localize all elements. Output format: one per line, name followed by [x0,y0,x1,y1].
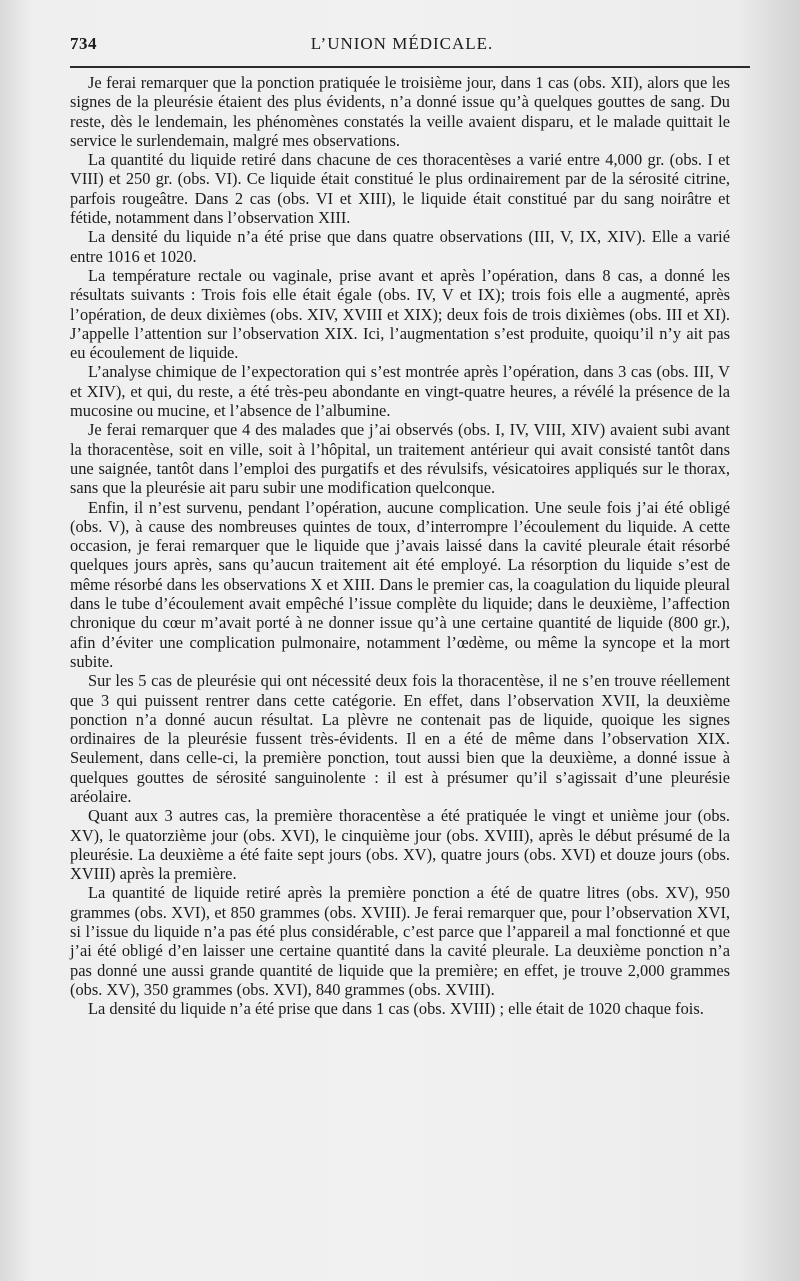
paragraph: La densité du liquide n’a été prise que dans quatre observations (III, V, IX, XIV). Elle a varié entre 1016 et 1020. [70,227,730,266]
journal-title: L’UNION MÉDICALE. [310,34,494,53]
page-number: 734 [70,34,97,53]
header-rule [70,66,750,68]
paragraph: Quant aux 3 autres cas, la première thoracentèse a été pratiquée le vingt et unième jour (obs. XV), le quatorzième jour (obs. XVI), le cinquième jour (obs. XVIII), après le début présumé de la pleurésie. La deuxième a été faite sept jours (obs. XV), quatre jours (obs. XVI) et douze jours (obs. XVIII) après la première. [70,806,730,884]
paragraph: Je ferai remarquer que 4 des malades que j’ai observés (obs. I, IV, VIII, XIV) avaient subi avant la thoracentèse, soit en ville, soit à l’hôpital, un traitement antérieur qui avait consisté tantôt dans une saignée, tantôt dans l’emploi des purgatifs et des révulsifs, vésicatoires appliqués sur le thorax, sans que la pleurésie ait paru subir une modification quelconque. [70,420,730,498]
paragraph: La quantité de liquide retiré après la première ponction a été de quatre litres (obs. XV), 950 grammes (obs. XVI), et 850 grammes (obs. XVIII). Je ferai remarquer que, pour l’observation XVI, si l’issue du liquide n’a pas été plus considérable, c’est parce que l’appareil a mal fonctionné et que j’ai été obligé d’en laisser une certaine quantité dans la cavité pleurale. La deuxième ponction n’a pas donné une aussi grande quantité de liquide que la première; en effet, je trouve 2,000 grammes (obs. XV), 350 grammes (obs. XVI), 840 grammes (obs. XVIII). [70,883,730,999]
paragraph: La température rectale ou vaginale, prise avant et après l’opération, dans 8 cas, a donné les résultats suivants : Trois fois elle était égale (obs. IV, V et IX); trois fois elle a augmenté, après l’opération, de deux dixièmes (obs. XIV, XVIII et XIX); deux fois de trois dixièmes (obs. III et XI). J’appelle l’attention sur l’observation XIX. Ici, l’augmentation s’est produite, quoiqu’il n’y ait pas eu écoulement de liquide. [70,265,730,363]
paragraph: La densité du liquide n’a été prise que dans 1 cas (obs. XVIII) ; elle était de 1020 chaque fois. [88,999,704,1019]
paragraph: Enfin, il n’est survenu, pendant l’opération, aucune complication. Une seule fois j’ai été obligé (obs. V), à cause des nombreuses quintes de toux, d’interrompre l’écoulement du liquide. A cette occasion, je ferai remarquer que le liquide que j’avais laissé dans la cavité pleurale était résorbé quelques jours après, sans qu’aucun traitement ait été employé. La résorption du liquide s’est de même résorbé dans les observations X et XIII. Dans le premier cas, la coagulation du liquide pleural dans le tube d’écoulement avait empêché l’issue complète du liquide; dans le deuxième, l’affection chronique du cœur m’avait porté à ne donner issue qu’à une certaine quantité de liquide (800 gr.), afin d’éviter une complication pulmonaire, notamment l’œdème, ou même la syncope et la mort subite. [70,497,730,671]
paragraph: La quantité du liquide retiré dans chacune de ces thoracentèses a varié entre 4,000 gr. (obs. I et VIII) et 250 gr. (obs. VI). Ce liquide était constitué le plus ordinairement par de la sérosité citrine, parfois rougeâtre. Dans 2 cas (obs. VI et XIII), le liquide était constitué par du sang noirâtre et fétide, notamment dans l’observation XIII. [70,150,730,228]
paragraph: Je ferai remarquer que la ponction pratiquée le troisième jour, dans 1 cas (obs. XII), alors que les signes de la pleurésie étaient des plus évidents, n’a donné issue qu’à quelques gouttes de sang. Du reste, dès le lendemain, les phénomènes constatés la veille avaient disparu, et le malade quittait le service le surlendemain, malgré mes observations. [70,73,730,150]
running-head [70,30,734,60]
body-text [70,73,730,1019]
paragraph: Sur les 5 cas de pleurésie qui ont nécessité deux fois la thoracentèse, il ne s’en trouve réellement que 3 qui puissent rentrer dans cette catégorie. En effet, dans l’observation XVII, la deuxième ponction n’a donné aucun résultat. La plèvre ne contenait pas de liquide, quoique les signes ordinaires de la pleurésie fussent très-évidents. Il en a été de même dans l’observation XIX. Seulement, dans celle-ci, la première ponction, tout aussi bien que la deuxième, a donné issue à quelques gouttes de sérosité sanguinolente : il est à présumer qu’il s’agissait d’une pleurésie aréolaire. [70,671,730,806]
paragraph: L’analyse chimique de l’expectoration qui s’est montrée après l’opération, dans 3 cas (obs. III, V et XIV), et qui, du reste, a été très-peu abondante en vingt-quatre heures, a révélé la présence de la mucosine ou mucine, et l’absence de l’albumine. [70,362,730,421]
